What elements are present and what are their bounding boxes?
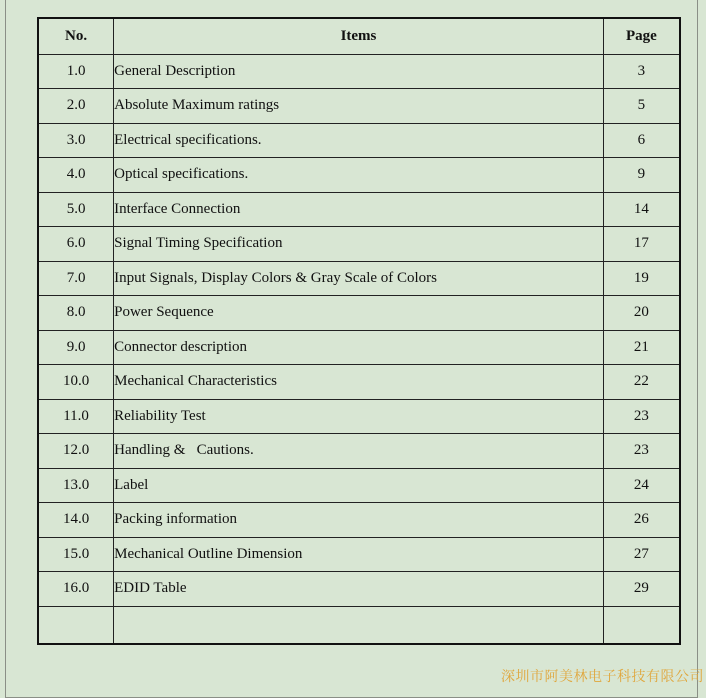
row-item: Label: [114, 468, 604, 503]
row-page: 3: [603, 54, 680, 89]
row-page: 17: [603, 227, 680, 262]
row-item: Mechanical Outline Dimension: [114, 537, 604, 572]
row-number: 8.0: [38, 296, 114, 331]
row-page: 20: [603, 296, 680, 331]
table-row: [38, 468, 680, 503]
table-of-contents: [37, 17, 681, 645]
row-number: 15.0: [38, 537, 114, 572]
table-row: [38, 261, 680, 296]
row-item: Electrical specifications.: [114, 123, 604, 158]
table-row: [38, 227, 680, 262]
row-page: 26: [603, 503, 680, 538]
row-item: Optical specifications.: [114, 158, 604, 193]
row-page: 22: [603, 365, 680, 400]
table-row: [38, 296, 680, 331]
table-row: [38, 89, 680, 124]
row-number: 9.0: [38, 330, 114, 365]
table-row: [38, 192, 680, 227]
table-row: [38, 365, 680, 400]
header-no: No.: [38, 18, 114, 54]
blank-cell: [114, 606, 604, 644]
table-row: [38, 434, 680, 469]
row-page: 5: [603, 89, 680, 124]
row-item: Connector description: [114, 330, 604, 365]
row-item: Input Signals, Display Colors & Gray Scale of Colors: [114, 261, 604, 296]
table-row: [38, 399, 680, 434]
blank-cell: [38, 606, 114, 644]
row-number: 5.0: [38, 192, 114, 227]
table-row: [38, 537, 680, 572]
row-page: 14: [603, 192, 680, 227]
row-page: 24: [603, 468, 680, 503]
row-page: 27: [603, 537, 680, 572]
row-item: Reliability Test: [114, 399, 604, 434]
blank-table-row: [38, 606, 680, 644]
row-number: 6.0: [38, 227, 114, 262]
table-row: [38, 330, 680, 365]
row-item: Absolute Maximum ratings: [114, 89, 604, 124]
row-number: 10.0: [38, 365, 114, 400]
table-row: [38, 158, 680, 193]
row-item: General Description: [114, 54, 604, 89]
row-number: 14.0: [38, 503, 114, 538]
table-row: [38, 54, 680, 89]
header-page: Page: [603, 18, 680, 54]
row-number: 12.0: [38, 434, 114, 469]
company-footer: 深圳市阿美林电子科技有限公司: [501, 670, 704, 685]
row-page: 9: [603, 158, 680, 193]
row-number: 3.0: [38, 123, 114, 158]
row-page: 6: [603, 123, 680, 158]
table-header-row: [38, 18, 680, 54]
row-number: 7.0: [38, 261, 114, 296]
row-page: 21: [603, 330, 680, 365]
row-number: 13.0: [38, 468, 114, 503]
row-page: 19: [603, 261, 680, 296]
row-page: 29: [603, 572, 680, 607]
row-item: Signal Timing Specification: [114, 227, 604, 262]
row-item: Interface Connection: [114, 192, 604, 227]
row-page: 23: [603, 434, 680, 469]
blank-cell: [603, 606, 680, 644]
table-row: [38, 123, 680, 158]
row-number: 11.0: [38, 399, 114, 434]
row-number: 2.0: [38, 89, 114, 124]
row-page: 23: [603, 399, 680, 434]
table-row: [38, 572, 680, 607]
row-number: 4.0: [38, 158, 114, 193]
row-item: Power Sequence: [114, 296, 604, 331]
row-item: EDID Table: [114, 572, 604, 607]
table-row: [38, 503, 680, 538]
row-number: 1.0: [38, 54, 114, 89]
row-item: Mechanical Characteristics: [114, 365, 604, 400]
row-item: Packing information: [114, 503, 604, 538]
header-items: Items: [114, 18, 604, 54]
row-number: 16.0: [38, 572, 114, 607]
row-item: Handling & Cautions.: [114, 434, 604, 469]
